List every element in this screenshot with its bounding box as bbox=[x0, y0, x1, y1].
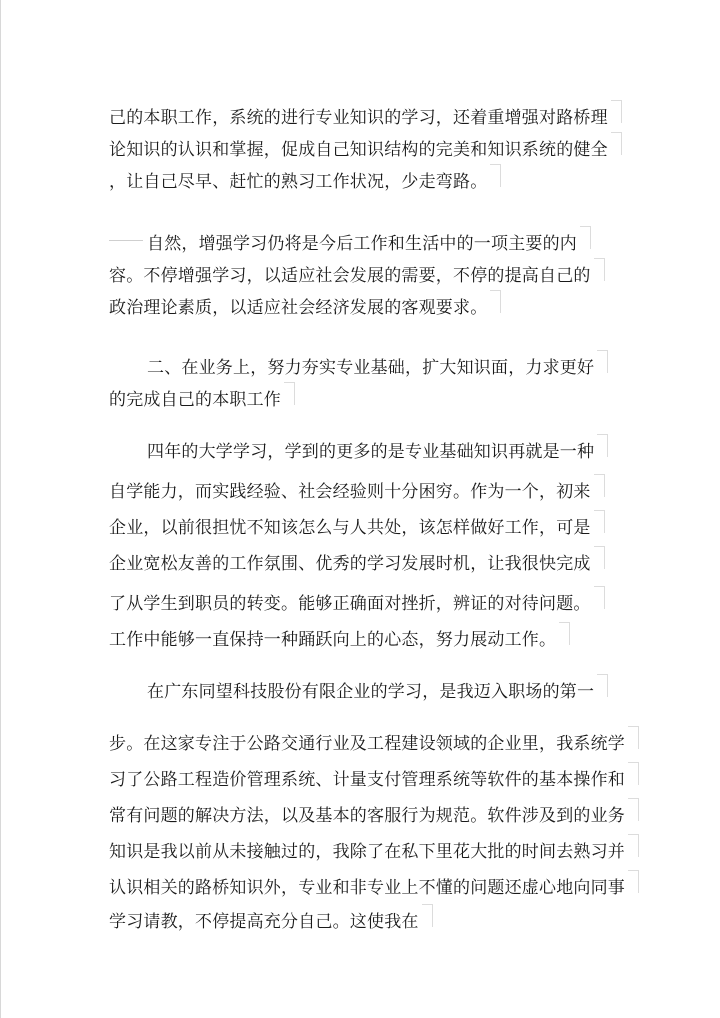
text-line: 企业，以前很担忧不知该怎么与人共处，该怎样做好工作，可是 bbox=[109, 518, 591, 538]
text-line: 己的本职工作，系统的进行专业知识的学习，还着重增强对路桥理 bbox=[109, 108, 608, 128]
text-line: 容。不停增强学习，以适应社会发展的需要，不停的提高自己的 bbox=[109, 266, 591, 286]
text-content: 在广东同望科技股份有限企业的学习，是我迈入职场的第一 bbox=[147, 682, 595, 702]
text-line: 工作中能够一直保持一种踊跃向上的心态，努力展动工作。 bbox=[109, 630, 557, 650]
text-line-indented bbox=[109, 232, 577, 256]
text-line: 学习请教，不停提高充分自己。这使我在 bbox=[109, 912, 419, 932]
text-line: 习了公路工程造价管理系统、计量支付管理系统等软件的基本操作和 bbox=[109, 770, 625, 790]
text-line: 自学能力，而实践经验、社会经验则十分困穷。作为一个，初来 bbox=[109, 482, 591, 502]
text-line-indented bbox=[109, 680, 594, 704]
text-line: 知识是我以前从未接触过的，我除了在私下里花大批的时间去熟习并 bbox=[109, 842, 625, 862]
text-line: 常有问题的解决方法，以及基本的客服行为规范。软件涉及到的业务 bbox=[109, 806, 625, 826]
text-line-indented bbox=[109, 440, 594, 464]
text-line: 企业宽松友善的工作氛围、优秀的学习发展时机，让我很快完成 bbox=[109, 554, 591, 574]
text-line: 认识相关的路桥知识外，专业和非专业上不懂的问题还虚心地向同事 bbox=[109, 878, 625, 898]
section-heading-line bbox=[109, 356, 594, 380]
text-content: 自然，增强学习仍将是今后工作和生活中的一项主要的内 bbox=[147, 234, 577, 254]
indent-rule bbox=[109, 240, 143, 241]
text-line: 了从学生到职员的转变。能够正确面对挫折，辨证的对待问题。 bbox=[109, 594, 591, 614]
section-heading-line: 的完成自己的本职工作 bbox=[109, 390, 281, 410]
text-line: 政治理论素质，以适应社会经济发展的客观要求。 bbox=[109, 298, 488, 318]
text-line: 步。在这家专注于公路交通行业及工程建设领域的企业里，我系统学 bbox=[109, 734, 625, 754]
text-content: 二、在业务上，努力夯实专业基础，扩大知识面，力求更好 bbox=[147, 358, 595, 378]
text-content: 四年的大学学习，学到的更多的是专业基础知识再就是一种 bbox=[147, 442, 595, 462]
text-line: ，让自己尽早、赶忙的熟习工作状况，少走弯路。 bbox=[109, 172, 488, 192]
text-line: 论知识的认识和掌握，促成自己知识结构的完美和知识系统的健全 bbox=[109, 140, 608, 160]
